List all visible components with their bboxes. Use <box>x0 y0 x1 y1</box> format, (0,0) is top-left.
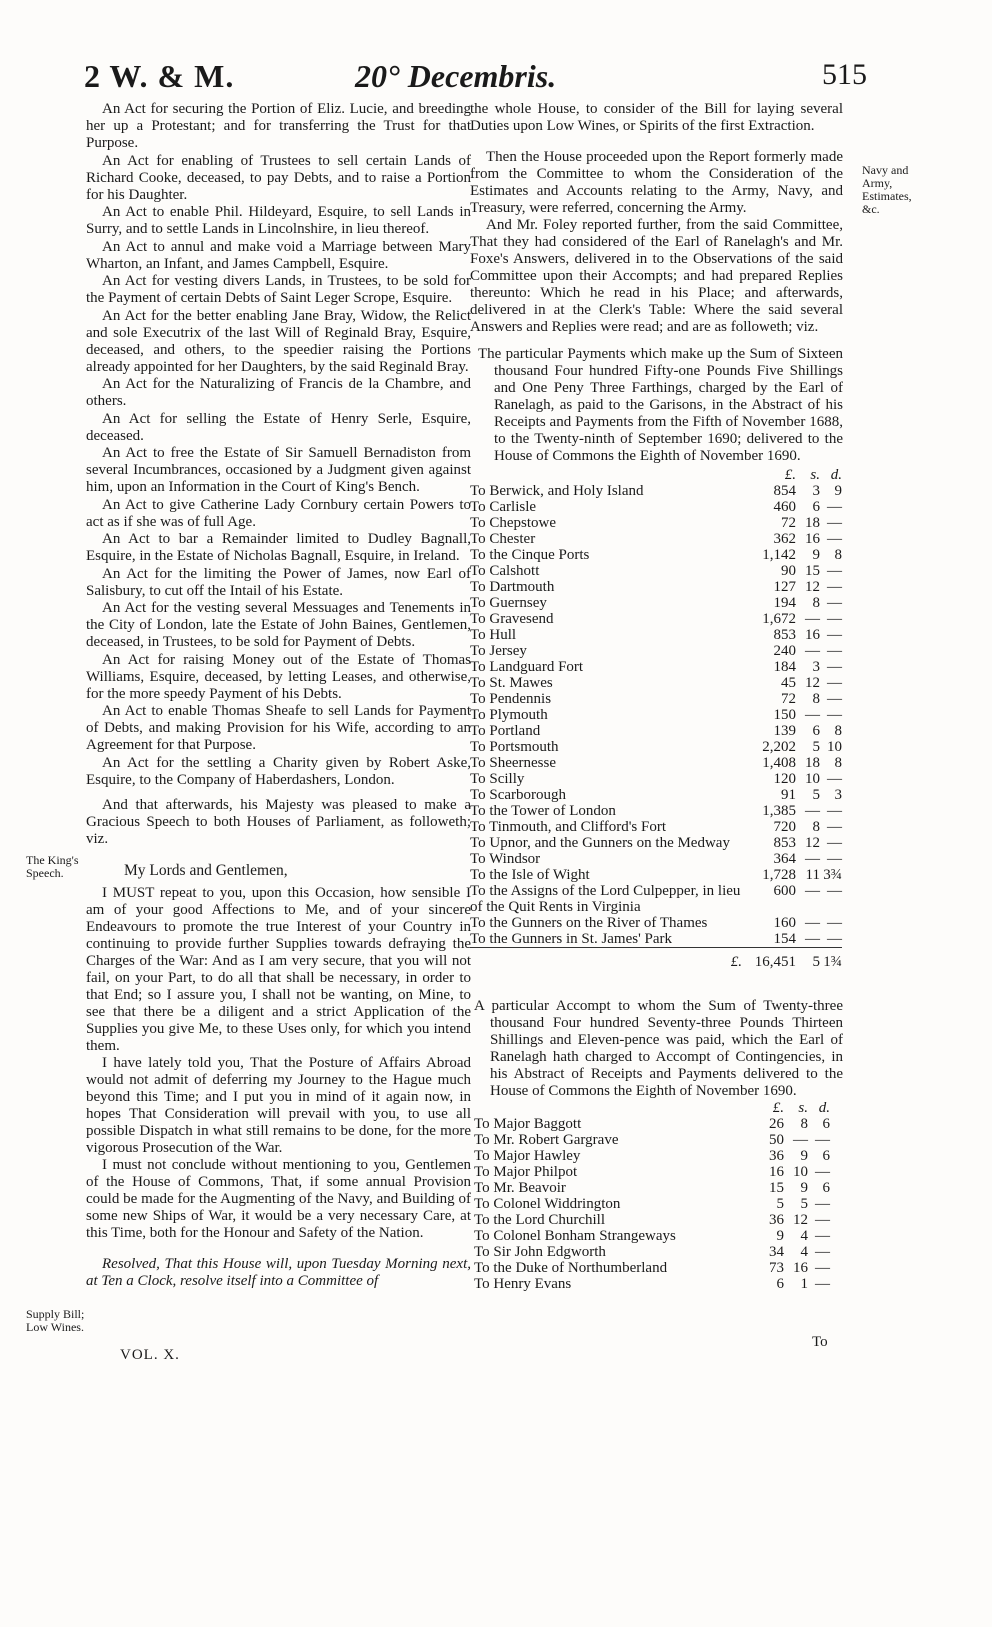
amount-shillings: — <box>805 611 820 627</box>
margin-note-kings-speech: The King's Speech. <box>26 853 79 880</box>
amount-pounds: 240 <box>773 643 796 659</box>
amount-shillings: 11 <box>805 867 820 883</box>
amount-shillings: — <box>805 883 820 899</box>
payee-label: To Jersey <box>470 643 527 659</box>
total-label: £. <box>730 954 742 970</box>
table-currency-header <box>470 467 842 483</box>
private-acts-list <box>86 101 471 789</box>
resolution-text: Resolved, That this House will, upon Tuesday Morning next, at Ten a Clock, resolve itself into a Committee of <box>86 1255 471 1289</box>
table-row <box>470 515 842 531</box>
amount-pence: — <box>815 1260 830 1276</box>
act-entry: An Act for the limiting the Power of James, now Earl of Salisbury, to cut off the Intail of his Estate. <box>86 565 471 599</box>
table-row <box>470 595 842 611</box>
table-total-row <box>470 948 842 971</box>
amount-pounds: 91 <box>781 787 796 803</box>
payee-label: To Colonel Widdrington <box>474 1196 621 1212</box>
payee-label: To Guernsey <box>470 595 547 611</box>
act-entry: An Act for the vesting several Messuages and Tenements in the City of London, late the Estate of John Baines, Gentlemen, deceased, in Trustees, to be sold for Payment of Debts. <box>86 600 471 650</box>
amount-shillings: — <box>805 851 820 867</box>
payee-label: To Sir John Edgworth <box>474 1244 606 1260</box>
amount-pence: — <box>827 627 842 643</box>
table-row <box>470 867 842 883</box>
amount-pounds: 853 <box>773 627 796 643</box>
act-entry: An Act to enable Phil. Hildeyard, Esquire, to sell Lands in Surry, and to settle Lands in Lincolnshire, in lieu thereof. <box>86 204 471 237</box>
table-row <box>470 627 842 643</box>
amount-pounds: 120 <box>773 771 796 787</box>
amount-pounds: 720 <box>773 819 796 835</box>
amount-shillings: 8 <box>812 595 820 611</box>
amount-shillings: 16 <box>805 627 820 643</box>
amount-pence: — <box>827 675 842 691</box>
amount-pounds: 600 <box>773 883 796 899</box>
report-paragraph: Then the House proceeded upon the Report formerly made from the Committee to whom the Consideration of the Estimates and Accounts relating to the Army, Navy, and Treasury, were referred, concerning the Army. <box>470 149 843 216</box>
amount-pence: 3¾ <box>823 867 842 883</box>
amount-shillings: 10 <box>805 771 820 787</box>
amount-shillings: 8 <box>812 819 820 835</box>
payee-label: To the Isle of Wight <box>470 867 590 883</box>
act-entry: An Act to annul and make void a Marriage between Mary Wharton, an Infant, and James Campbell, Esquire. <box>86 238 471 272</box>
amount-pence: 8 <box>834 723 842 739</box>
amount-pence: — <box>815 1212 830 1228</box>
amount-pence: 9 <box>834 483 842 499</box>
table-row <box>470 483 842 499</box>
amount-shillings: 8 <box>812 691 820 707</box>
amount-pence: — <box>827 595 842 611</box>
garrison-payments-table <box>470 467 842 970</box>
payee-label: To Mr. Beavoir <box>474 1180 566 1196</box>
amount-pounds: 16 <box>769 1164 784 1180</box>
payee-label: To Hull <box>470 627 517 643</box>
amount-pounds: 184 <box>773 659 796 675</box>
page-number: 515 <box>822 58 867 91</box>
payee-label: To Calshott <box>470 563 540 579</box>
act-entry: An Act for the Naturalizing of Francis de la Chambre, and others. <box>86 376 471 409</box>
amount-shillings: 8 <box>800 1116 808 1132</box>
amount-pence: — <box>827 915 842 931</box>
amount-pounds: 9 <box>776 1228 784 1244</box>
amount-pounds: 364 <box>773 851 796 867</box>
amount-shillings: 12 <box>805 579 820 595</box>
table-row <box>470 675 842 691</box>
amount-shillings: 5 <box>812 787 820 803</box>
table-row <box>470 1196 830 1212</box>
amount-pence: — <box>827 531 842 547</box>
margin-note-navy-army: Navy and Army, Estimates, &c. <box>862 163 912 216</box>
table-row <box>470 1212 830 1228</box>
page-header <box>0 50 992 100</box>
pounds-heading: £. <box>772 1100 784 1116</box>
amount-pounds: 139 <box>773 723 796 739</box>
total-pence: 1¾ <box>823 954 842 970</box>
table-row <box>470 531 842 547</box>
act-entry: An Act for securing the Portion of Eliz. Lucie, and breeding her up a Protestant; and for transferring the Trust for that Purpose. <box>86 101 471 151</box>
amount-pounds: 36 <box>769 1148 784 1164</box>
table-row <box>470 851 842 867</box>
margin-note-supply-bill: Supply Bill; Low Wines. <box>26 1307 85 1334</box>
payee-label: To Carlisle <box>470 499 537 515</box>
table-row <box>470 883 842 915</box>
table-row <box>470 1116 830 1132</box>
amount-pounds: 5 <box>776 1196 784 1212</box>
table-row <box>470 819 842 835</box>
amount-shillings: — <box>805 915 820 931</box>
speech-paragraph: I must not conclude without mentioning to you, Gentlemen of the House of Commons, That, if some annual Provision could be made for the Augmenting of the Navy, and Building of some new Ships of War, it would be a very necessary Care, at this Time, both for the Honour and Safety of the Nation. <box>86 1156 471 1241</box>
table-row <box>470 579 842 595</box>
pence-heading: d. <box>830 467 842 483</box>
report-paragraph: And Mr. Foley reported further, from the said Committee, That they had considered of the Earl of Ranelagh's and Mr. Foxe's Answers, delivered in to the Observations of the said Committee upon their Accompts; and had prepared Replies thereunto: Which he read in his Place; and afterwards, delivered in at the Clerk's Table: Where the said several Answers and Replies were read; and are as followeth; viz. <box>470 217 843 335</box>
amount-shillings: 4 <box>800 1228 808 1244</box>
amount-pounds: 194 <box>773 595 796 611</box>
amount-shillings: 18 <box>805 515 820 531</box>
amount-shillings: 1 <box>800 1276 808 1292</box>
contingencies-table-title: A particular Accompt to whom the Sum of Twenty-three thousand Four hundred Seventy-three Pounds Thirteen Shillings and Eleven-pence was paid, which the Earl of Ranelagh hath charged to Accompt of Contingencies, in his Abstract of Receipts and Payments delivered to the House of Commons the Eighth of November 1690. <box>474 998 843 1099</box>
garrison-table-title: The particular Payments which make up the Sum of Sixteen thousand Four hundred Fifty-one Pounds Five Shillings and One Peny Three Farthings, charged by the Earl of Ranelagh, as paid to the Garisons, in the Abstract of his Receipts and Payments from the Fifth of November 1688, to the Twenty-ninth of September 1690; delivered to the House of Commons the Eighth of November 1690. <box>478 346 843 464</box>
amount-pounds: 127 <box>773 579 796 595</box>
amount-shillings: 5 <box>800 1196 808 1212</box>
payee-label: To Landguard Fort <box>470 659 584 675</box>
volume-signature: VOL. X. <box>120 1347 180 1363</box>
amount-pence: — <box>827 835 842 851</box>
table-row <box>470 1228 830 1244</box>
amount-shillings: 9 <box>800 1180 808 1196</box>
amount-shillings: 15 <box>805 563 820 579</box>
amount-pence: — <box>827 611 842 627</box>
payee-label: To Sheernesse <box>470 755 557 771</box>
amount-pounds: 73 <box>769 1260 784 1276</box>
pence-heading: d. <box>818 1100 830 1116</box>
amount-pence: 3 <box>834 787 842 803</box>
amount-shillings: 5 <box>812 739 820 755</box>
shillings-heading: s. <box>798 1100 808 1116</box>
amount-pence: 6 <box>822 1148 830 1164</box>
amount-shillings: — <box>805 707 820 723</box>
payee-label: To St. Mawes <box>470 675 553 691</box>
amount-shillings: 9 <box>800 1148 808 1164</box>
amount-pounds: 154 <box>773 931 796 947</box>
speech-salutation: My Lords and Gentlemen, <box>124 861 288 879</box>
left-column <box>86 101 471 1290</box>
payee-label: To Chepstowe <box>470 515 557 531</box>
payee-label: To Chester <box>470 531 536 547</box>
amount-pence: — <box>827 515 842 531</box>
amount-pence: — <box>827 803 842 819</box>
table-row <box>470 1276 830 1292</box>
amount-shillings: 16 <box>793 1260 808 1276</box>
amount-pounds: 1,142 <box>762 547 796 563</box>
amount-shillings: 6 <box>812 723 820 739</box>
table-row <box>470 1180 830 1196</box>
payee-label: To Scarborough <box>470 787 567 803</box>
act-entry: An Act for vesting divers Lands, in Trustees, to be sold for the Payment of certain Debts of Saint Leger Scrope, Esquire. <box>86 273 471 306</box>
act-entry: An Act to give Catherine Lady Cornbury certain Powers to act as if she was of full Age. <box>86 496 471 530</box>
table-row <box>470 755 842 771</box>
amount-pence: — <box>827 883 842 899</box>
amount-pounds: 50 <box>769 1132 784 1148</box>
payee-label: To Upnor, and the Gunners on the Medway <box>470 835 730 851</box>
amount-pounds: 15 <box>769 1180 784 1196</box>
payee-label: To Major Philpot <box>474 1164 578 1180</box>
amount-pounds: 854 <box>773 483 796 499</box>
payee-label: To the Gunners on the River of Thames <box>470 915 708 931</box>
table-row <box>470 787 842 803</box>
amount-pence: — <box>827 707 842 723</box>
payee-label: To Plymouth <box>470 707 548 723</box>
payee-label: To Windsor <box>470 851 541 867</box>
speech-paragraph: I MUST repeat to you, upon this Occasion, how sensible I am of your good Affections to Me, and of your sincere Endeavours to promote the true Interest of your Country in continuing to provide further Supplies towards defraying the Charges of the War: And as I am very secure, that you will not fail, on your Part, to do all that shall be necessary, in order to that End; so I assure you, I shall not be wanting, on Mine, to see that there be a diligent and a strict Application of the Supplies you give Me, to these Uses only, for which you intend them. <box>86 884 471 1054</box>
payee-label: To Berwick, and Holy Island <box>470 483 644 499</box>
table-row <box>470 723 842 739</box>
amount-pence: — <box>827 579 842 595</box>
act-entry: An Act for enabling of Trustees to sell certain Lands of Richard Cooke, deceased, to pay Debts, and to raise a Portion for his Daughter. <box>86 152 471 203</box>
amount-pence: — <box>815 1276 830 1292</box>
payee-label: To the Lord Churchill <box>474 1212 606 1228</box>
amount-pence: — <box>815 1244 830 1260</box>
amount-pounds: 362 <box>773 531 796 547</box>
amount-shillings: 18 <box>805 755 820 771</box>
amount-pence: — <box>827 659 842 675</box>
amount-pence: — <box>815 1164 830 1180</box>
table-currency-header <box>470 1100 830 1116</box>
amount-pounds: 1,672 <box>762 611 796 627</box>
amount-shillings: 12 <box>793 1212 808 1228</box>
payee-label: To Colonel Bonham Strangeways <box>474 1228 676 1244</box>
amount-pence: — <box>815 1196 830 1212</box>
amount-pounds: 72 <box>781 515 796 531</box>
act-entry: An Act to bar a Remainder limited to Dudley Bagnall, Esquire, in the Estate of Nicholas Bagnall, Esquire, in Ireland. <box>86 531 471 564</box>
amount-pounds: 34 <box>769 1244 784 1260</box>
speech-paragraph: I have lately told you, That the Posture of Affairs Abroad would not admit of deferring my Journey to the Hague much beyond this Time; and I put you in mind of it again now, in hopes That Consideration will prevail with you, to use all possible Dispatch in what still remains to be done, for the more vigorous Prosecution of the War. <box>86 1054 471 1156</box>
amount-pounds: 853 <box>773 835 796 851</box>
table-row <box>470 835 842 851</box>
payee-label: To Mr. Robert Gargrave <box>474 1132 619 1148</box>
payee-label: To Portsmouth <box>470 739 559 755</box>
table-row <box>470 803 842 819</box>
amount-pence: 6 <box>822 1116 830 1132</box>
table-row <box>470 691 842 707</box>
payee-label: To Major Baggott <box>474 1116 582 1132</box>
amount-pence: — <box>827 931 842 947</box>
payee-label: To Tinmouth, and Clifford's Fort <box>470 819 666 835</box>
pounds-heading: £. <box>784 467 796 483</box>
amount-shillings: 10 <box>793 1164 808 1180</box>
amount-pounds: 150 <box>773 707 796 723</box>
amount-pounds: 1,408 <box>762 755 796 771</box>
amount-pounds: 1,728 <box>762 867 796 883</box>
catchword: To <box>812 1334 828 1350</box>
payee-label: To the Assigns of the Lord Culpepper, in lieu of the Quit Rents in Virginia <box>470 883 741 915</box>
amount-shillings: 4 <box>800 1244 808 1260</box>
amount-shillings: — <box>793 1132 808 1148</box>
amount-shillings: — <box>805 803 820 819</box>
amount-pence: — <box>827 643 842 659</box>
amount-shillings: 9 <box>812 547 820 563</box>
table-row <box>470 739 842 755</box>
payee-label: To Pendennis <box>470 691 552 707</box>
table-row <box>470 1148 830 1164</box>
shillings-heading: s. <box>810 467 820 483</box>
payee-label: To the Cinque Ports <box>470 547 590 563</box>
amount-pounds: 460 <box>773 499 796 515</box>
amount-pence: 8 <box>834 547 842 563</box>
amount-pence: 10 <box>827 739 842 755</box>
contingencies-payments-table <box>470 1100 830 1292</box>
table-row <box>470 1244 830 1260</box>
amount-pence: — <box>827 819 842 835</box>
amount-pounds: 1,385 <box>762 803 796 819</box>
amount-pounds: 6 <box>776 1276 784 1292</box>
payee-label: To Major Hawley <box>474 1148 581 1164</box>
act-entry: An Act to free the Estate of Sir Samuell Bernadiston from several Incumbrances, occasioned by a Judgment given against him, upon an Information in the Court of King's Bench. <box>86 445 471 495</box>
amount-pence: — <box>827 851 842 867</box>
amount-shillings: 16 <box>805 531 820 547</box>
page-date: 20° Decembris. <box>355 58 557 94</box>
payee-label: To Portland <box>470 723 541 739</box>
total-shillings: 5 <box>812 954 820 970</box>
amount-pounds: 36 <box>769 1212 784 1228</box>
act-entry: An Act for raising Money out of the Estate of Thomas Williams, Esquire, deceased, by letting Leases, and otherwise, for the more speedy Payment of his Debts. <box>86 651 471 702</box>
amount-pounds: 45 <box>781 675 796 691</box>
amount-shillings: 3 <box>812 659 820 675</box>
amount-shillings: — <box>805 643 820 659</box>
amount-pounds: 72 <box>781 691 796 707</box>
table-row <box>470 1164 830 1180</box>
act-entry: An Act for selling the Estate of Henry Serle, Esquire, deceased. <box>86 410 471 444</box>
amount-pence: — <box>815 1132 830 1148</box>
payee-label: To Scilly <box>470 771 525 787</box>
table-row <box>470 659 842 675</box>
payee-label: To the Duke of Northumberland <box>474 1260 668 1276</box>
table-row <box>470 707 842 723</box>
continuation-text: the whole House, to consider of the Bill for laying several Duties upon Low Wines, or Spirits of the first Extraction. <box>470 101 843 134</box>
table-row <box>470 1260 830 1276</box>
amount-pence: 8 <box>834 755 842 771</box>
amount-pounds: 160 <box>773 915 796 931</box>
amount-pence: — <box>827 771 842 787</box>
payee-label: To the Gunners in St. James' Park <box>470 931 673 947</box>
amount-pence: — <box>827 499 842 515</box>
amount-shillings: 12 <box>805 675 820 691</box>
amount-shillings: 3 <box>812 483 820 499</box>
amount-shillings: 6 <box>812 499 820 515</box>
amount-shillings: — <box>805 931 820 947</box>
right-column <box>470 101 843 1292</box>
payee-label: To Dartmouth <box>470 579 555 595</box>
amount-pounds: 2,202 <box>762 739 796 755</box>
table-row <box>470 499 842 515</box>
table-row <box>470 547 842 563</box>
payee-label: To the Tower of London <box>470 803 616 819</box>
act-entry: An Act to enable Thomas Sheafe to sell Lands for Payment of Debts, and making Provision for his Wife, according to an Agreement for that Purpose. <box>86 703 471 753</box>
table-row <box>470 931 842 948</box>
payee-label: To Gravesend <box>470 611 554 627</box>
payee-label: To Henry Evans <box>474 1276 572 1292</box>
amount-pounds: 26 <box>769 1116 784 1132</box>
contingency-rows <box>470 1116 830 1292</box>
table-row <box>470 1132 830 1148</box>
total-pounds: 16,451 <box>754 954 796 970</box>
amount-pence: 6 <box>822 1180 830 1196</box>
amount-shillings: 12 <box>805 835 820 851</box>
amount-pence: — <box>815 1228 830 1244</box>
act-entry: An Act for the settling a Charity given by Robert Aske, Esquire, to the Company of Haberdashers, London. <box>86 754 471 788</box>
table-row <box>470 771 842 787</box>
speech-intro: And that afterwards, his Majesty was pleased to make a Gracious Speech to both Houses of Parliament, as followeth; viz. <box>86 796 471 847</box>
table-row <box>470 611 842 627</box>
garrison-rows <box>470 483 842 948</box>
amount-pence: — <box>827 563 842 579</box>
act-entry: An Act for the better enabling Jane Bray, Widow, the Relict and sole Executrix of the last Will of Reginald Bray, Esquire, deceased, and others, to the speedier raising the Portions already appointed for her Daughters, by the said Reginald Bray. <box>86 307 471 375</box>
table-row <box>470 563 842 579</box>
table-row <box>470 915 842 931</box>
table-row <box>470 643 842 659</box>
amount-pence: — <box>827 691 842 707</box>
regnal-year: 2 W. & M. <box>84 58 235 94</box>
amount-pounds: 90 <box>781 563 796 579</box>
